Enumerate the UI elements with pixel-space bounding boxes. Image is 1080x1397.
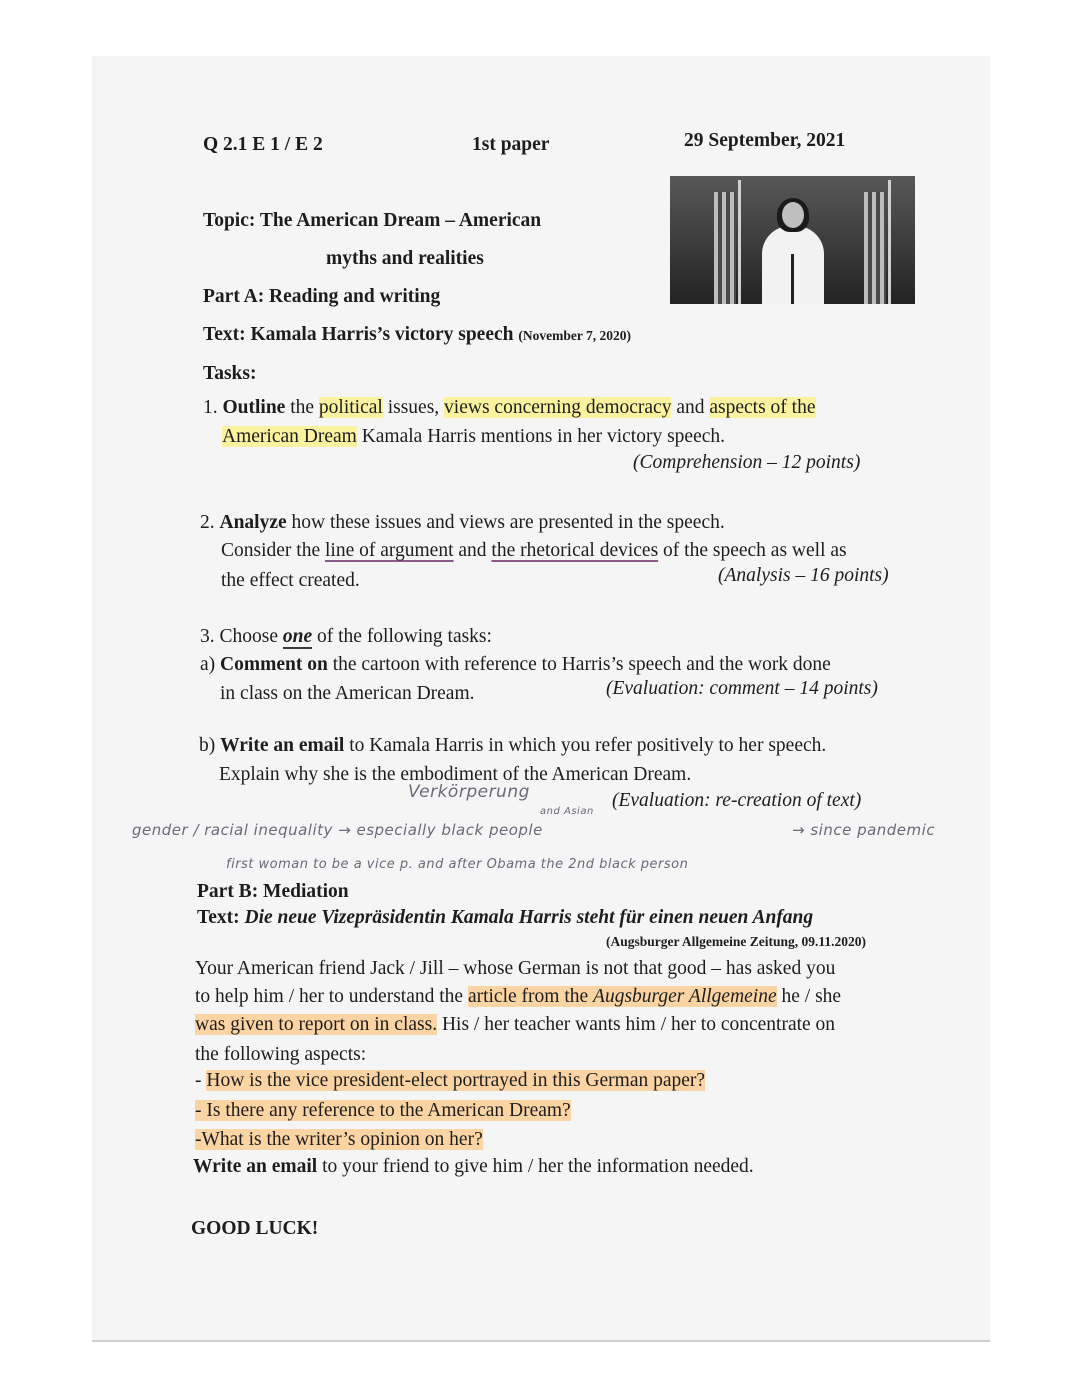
task-3a-line-1: a) Comment on the cartoon with reference to Harris’s speech and the work done xyxy=(200,654,831,675)
paper-label: 1st paper xyxy=(472,134,550,155)
closing-text: GOOD LUCK! xyxy=(191,1218,319,1239)
tasks-label: Tasks: xyxy=(203,363,257,384)
handwritten-note: first woman to be a vice p. and after Obama the 2nd black person xyxy=(226,857,689,872)
task-3a-points: (Evaluation: comment – 14 points) xyxy=(606,678,878,699)
part-a-title: Part A: Reading and writing xyxy=(203,286,441,307)
task-3a-line-2: in class on the American Dream. xyxy=(220,683,475,704)
speech-photo xyxy=(670,176,915,304)
task-3b-line-2: Explain why she is the embodiment of the American Dream. xyxy=(219,764,692,785)
part-b-para-line-4: the following aspects: xyxy=(195,1044,367,1065)
handwritten-note: gender / racial inequality → especially black people xyxy=(132,821,543,839)
topic-line-1: Topic: The American Dream – American xyxy=(203,210,542,231)
part-b-question-2: - Is there any reference to the American Dream? xyxy=(195,1100,571,1121)
task-2-line-2: Consider the line of argument and the rhetorical devices of the speech as well as xyxy=(221,540,847,561)
task-3-intro: 3. Choose one of the following tasks: xyxy=(200,626,492,647)
task-1-line-1: 1. Outline the political issues, views concerning democracy and aspects of the xyxy=(203,397,816,418)
microphone-icon xyxy=(791,254,794,304)
course-label: Q 2.1 E 1 / E 2 xyxy=(203,134,323,155)
flag-icon xyxy=(864,192,886,304)
part-b-text-title: Text: Die neue Vizepräsidentin Kamala Harris steht für einen neuen Anfang xyxy=(197,907,814,928)
flag-icon xyxy=(714,192,736,304)
part-b-para-line-1: Your American friend Jack / Jill – whose German is not that good – has asked you xyxy=(195,958,836,979)
part-b-title: Part B: Mediation xyxy=(197,881,349,902)
part-b-source: (Augsburger Allgemeine Zeitung, 09.11.2020) xyxy=(606,934,867,949)
handwritten-note: → since pandemic xyxy=(792,821,936,839)
task-1-points: (Comprehension – 12 points) xyxy=(633,452,861,473)
handwritten-note: and Asian xyxy=(540,806,594,817)
topic-line-2: myths and realities xyxy=(326,248,484,269)
task-1-line-2: American Dream Kamala Harris mentions in her victory speech. xyxy=(222,426,726,447)
task-3b-points: (Evaluation: re-creation of text) xyxy=(612,790,862,811)
task-2-line-3: the effect created. xyxy=(221,570,360,591)
part-a-text: Text: Kamala Harris’s victory speech (November 7, 2020) xyxy=(203,324,631,345)
part-b-question-3: -What is the writer’s opinion on her? xyxy=(195,1129,483,1150)
handwritten-note: Verkörperung xyxy=(408,782,530,802)
part-b-question-1: - How is the vice president-elect portrayed in this German paper? xyxy=(195,1070,706,1091)
part-b-para-line-2: to help him / her to understand the article from the Augsburger Allgemeine he / she xyxy=(195,986,842,1007)
task-3b-line-1: b) Write an email to Kamala Harris in which you refer positively to her speech. xyxy=(199,735,827,756)
task-2-line-1: 2. Analyze how these issues and views are presented in the speech. xyxy=(200,512,725,533)
exam-date: 29 September, 2021 xyxy=(684,130,846,151)
part-b-para-line-3: was given to report on in class. His / her teacher wants him / her to concentrate on xyxy=(195,1014,836,1035)
part-b-final-instruction: Write an email to your friend to give him / her the information needed. xyxy=(193,1156,754,1177)
task-2-points: (Analysis – 16 points) xyxy=(718,565,889,586)
